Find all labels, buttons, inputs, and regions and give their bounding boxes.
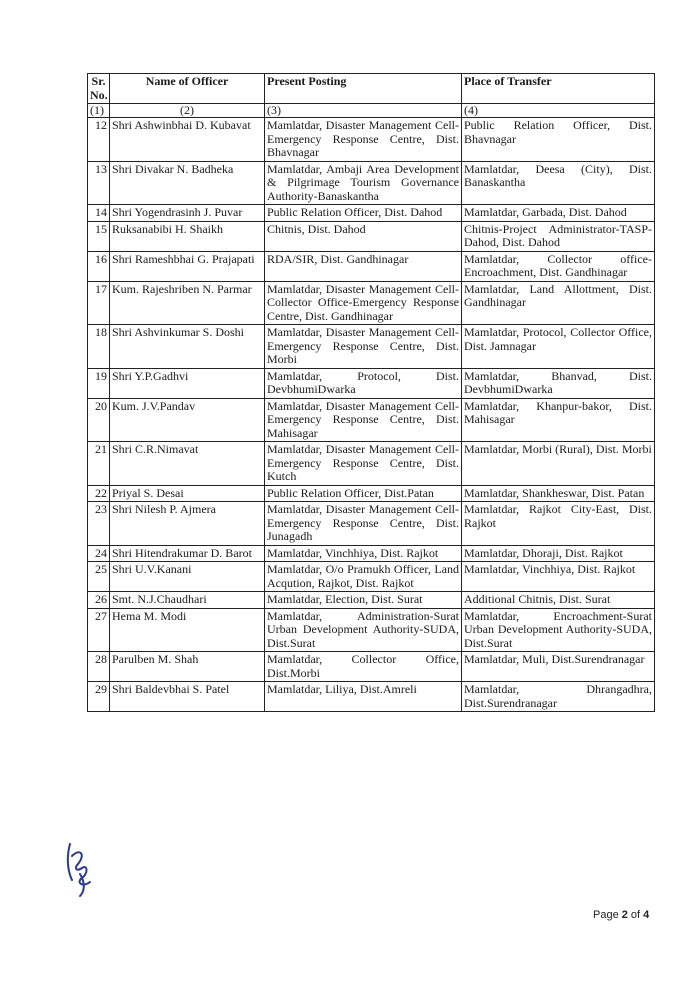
table-row	[88, 485, 655, 502]
officer-name-cell: Kum. Rajeshriben N. Parmar	[110, 281, 265, 325]
sr-cell: 18	[88, 325, 110, 369]
place-of-transfer-cell: Mamlatdar, Collector office-Encroachment, Dist. Gandhinagar	[462, 251, 655, 281]
transfer-table	[87, 73, 655, 712]
table-row	[88, 592, 655, 609]
place-of-transfer-cell: Mamlatdar, Dhrangadhra, Dist.Surendranagar	[462, 682, 655, 712]
table-row	[88, 251, 655, 281]
table-row	[88, 281, 655, 325]
sr-cell: 13	[88, 161, 110, 205]
present-posting-cell: Mamlatdar, O/o Pramukh Officer, Land Acqution, Rajkot, Dist. Rajkot	[265, 562, 462, 592]
sr-cell: 27	[88, 608, 110, 652]
officer-name-cell: Shri Ashvinkumar S. Doshi	[110, 325, 265, 369]
place-of-transfer-cell: Mamlatdar, Rajkot City-East, Dist. Rajkot	[462, 502, 655, 546]
place-of-transfer-cell: Mamlatdar, Encroachment-Surat Urban Development Authority-SUDA, Dist.Surat	[462, 608, 655, 652]
col-number-4: (4)	[462, 104, 655, 118]
table-row	[88, 161, 655, 205]
present-posting-cell: Mamlatdar, Liliya, Dist.Amreli	[265, 682, 462, 712]
officer-name-cell: Shri Yogendrasinh J. Puvar	[110, 205, 265, 222]
present-posting-cell: Mamlatdar, Disaster Management Cell-Emergency Response Centre, Dist. Morbi	[265, 325, 462, 369]
table-row	[88, 502, 655, 546]
header-sr-no: Sr. No.	[88, 74, 110, 104]
header-row	[88, 74, 655, 104]
header-name-of-officer: Name of Officer	[110, 74, 265, 104]
table-row	[88, 545, 655, 562]
officer-name-cell: Priyal S. Desai	[110, 485, 265, 502]
table-row	[88, 368, 655, 398]
officer-name-cell: Shri Y.P.Gadhvi	[110, 368, 265, 398]
sr-cell: 17	[88, 281, 110, 325]
place-of-transfer-cell: Mamlatdar, Protocol, Collector Office, Dist. Jamnagar	[462, 325, 655, 369]
place-of-transfer-cell: Mamlatdar, Vinchhiya, Dist. Rajkot	[462, 562, 655, 592]
present-posting-cell: Mamlatdar, Disaster Management Cell-Emergency Response Centre, Dist. Bhavnagar	[265, 118, 462, 162]
sr-cell: 14	[88, 205, 110, 222]
sr-cell: 25	[88, 562, 110, 592]
place-of-transfer-cell: Additional Chitnis, Dist. Surat	[462, 592, 655, 609]
table-row	[88, 652, 655, 682]
sr-cell: 21	[88, 442, 110, 486]
place-of-transfer-cell: Mamlatdar, Muli, Dist.Surendranagar	[462, 652, 655, 682]
sr-cell: 16	[88, 251, 110, 281]
sr-cell: 24	[88, 545, 110, 562]
officer-name-cell: Shri Divakar N. Badheka	[110, 161, 265, 205]
col-number-3: (3)	[265, 104, 462, 118]
officer-name-cell: Shri Ashwinbhai D. Kubavat	[110, 118, 265, 162]
table-row	[88, 442, 655, 486]
present-posting-cell: Mamlatdar, Vinchhiya, Dist. Rajkot	[265, 545, 462, 562]
officer-name-cell: Smt. N.J.Chaudhari	[110, 592, 265, 609]
sr-cell: 22	[88, 485, 110, 502]
col-number-1: (1)	[88, 104, 110, 118]
sr-cell: 23	[88, 502, 110, 546]
page-total: 4	[643, 909, 650, 921]
table-row	[88, 562, 655, 592]
officer-name-cell: Shri Hitendrakumar D. Barot	[110, 545, 265, 562]
sr-cell: 12	[88, 118, 110, 162]
place-of-transfer-cell: Mamlatdar, Morbi (Rural), Dist. Morbi	[462, 442, 655, 486]
place-of-transfer-cell: Public Relation Officer, Dist. Bhavnagar	[462, 118, 655, 162]
handwritten-signature-icon	[62, 838, 108, 903]
officer-name-cell: Hema M. Modi	[110, 608, 265, 652]
present-posting-cell: Mamlatdar, Administration-Surat Urban Development Authority-SUDA, Dist.Surat	[265, 608, 462, 652]
place-of-transfer-cell: Chitnis-Project Administrator-TASP-Dahod, Dist. Dahod	[462, 221, 655, 251]
table-row	[88, 682, 655, 712]
table-body	[88, 118, 655, 712]
page-current: 2	[621, 909, 628, 921]
page-prefix: Page	[593, 909, 622, 921]
header-present-posting: Present Posting	[265, 74, 462, 104]
table-row	[88, 221, 655, 251]
place-of-transfer-cell: Mamlatdar, Garbada, Dist. Dahod	[462, 205, 655, 222]
place-of-transfer-cell: Mamlatdar, Land Allottment, Dist. Gandhinagar	[462, 281, 655, 325]
officer-name-cell: Ruksanabibi H. Shaikh	[110, 221, 265, 251]
col-number-2: (2)	[110, 104, 265, 118]
present-posting-cell: Mamlatdar, Disaster Management Cell-Collector Office-Emergency Response Centre, Dist. Gandhinagar	[265, 281, 462, 325]
sr-cell: 28	[88, 652, 110, 682]
place-of-transfer-cell: Mamlatdar, Deesa (City), Dist. Banaskantha	[462, 161, 655, 205]
present-posting-cell: Mamlatdar, Ambaji Area Development & Pilgrimage Tourism Governance Authority-Banaskantha	[265, 161, 462, 205]
officer-name-cell: Shri C.R.Nimavat	[110, 442, 265, 486]
officer-name-cell: Shri Baldevbhai S. Patel	[110, 682, 265, 712]
present-posting-cell: Public Relation Officer, Dist. Dahod	[265, 205, 462, 222]
place-of-transfer-cell: Mamlatdar, Dhoraji, Dist. Rajkot	[462, 545, 655, 562]
officer-name-cell: Shri Nilesh P. Ajmera	[110, 502, 265, 546]
place-of-transfer-cell: Mamlatdar, Bhanvad, Dist. DevbhumiDwarka	[462, 368, 655, 398]
present-posting-cell: Mamlatdar, Disaster Management Cell-Emergency Response Centre, Dist. Kutch	[265, 442, 462, 486]
sr-cell: 20	[88, 398, 110, 442]
page-of: of	[627, 909, 644, 921]
present-posting-cell: Mamlatdar, Protocol, Dist. DevbhumiDwarka	[265, 368, 462, 398]
present-posting-cell: RDA/SIR, Dist. Gandhinagar	[265, 251, 462, 281]
present-posting-cell: Mamlatdar, Disaster Management Cell-Emergency Response Centre, Dist. Mahisagar	[265, 398, 462, 442]
sr-cell: 29	[88, 682, 110, 712]
place-of-transfer-cell: Mamlatdar, Shankheswar, Dist. Patan	[462, 485, 655, 502]
present-posting-cell: Mamlatdar, Election, Dist. Surat	[265, 592, 462, 609]
column-number-row	[88, 104, 655, 118]
present-posting-cell: Public Relation Officer, Dist.Patan	[265, 485, 462, 502]
table-row	[88, 118, 655, 162]
table-row	[88, 608, 655, 652]
sr-cell: 26	[88, 592, 110, 609]
sr-cell: 15	[88, 221, 110, 251]
table-row	[88, 325, 655, 369]
present-posting-cell: Mamlatdar, Disaster Management Cell-Emergency Response Centre, Dist. Junagadh	[265, 502, 462, 546]
table-row	[88, 205, 655, 222]
page-number	[593, 909, 649, 921]
sr-cell: 19	[88, 368, 110, 398]
officer-name-cell: Shri Rameshbhai G. Prajapati	[110, 251, 265, 281]
place-of-transfer-cell: Mamlatdar, Khanpur-bakor, Dist. Mahisagar	[462, 398, 655, 442]
present-posting-cell: Mamlatdar, Collector Office, Dist.Morbi	[265, 652, 462, 682]
present-posting-cell: Chitnis, Dist. Dahod	[265, 221, 462, 251]
table-row	[88, 398, 655, 442]
officer-name-cell: Kum. J.V.Pandav	[110, 398, 265, 442]
header-place-of-transfer: Place of Transfer	[462, 74, 655, 104]
officer-name-cell: Parulben M. Shah	[110, 652, 265, 682]
officer-name-cell: Shri U.V.Kanani	[110, 562, 265, 592]
